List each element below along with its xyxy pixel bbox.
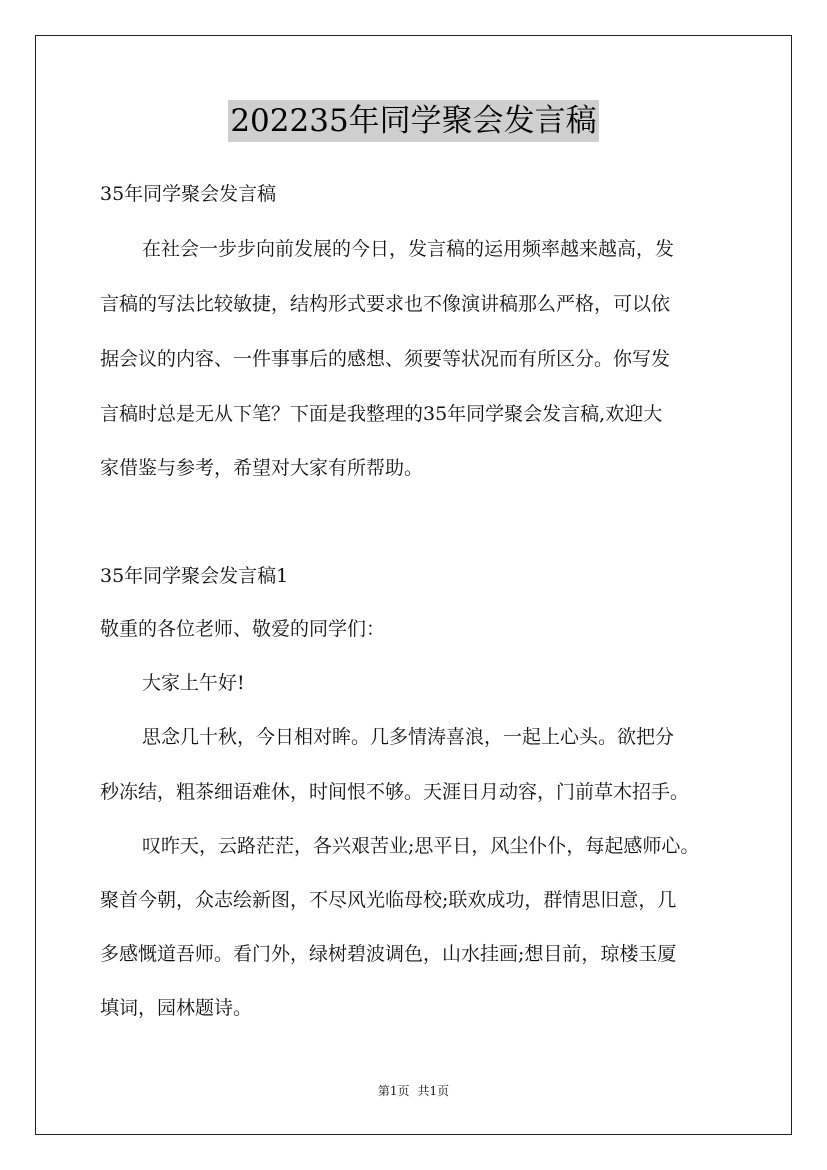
intro-line: 在社会一步步向前发展的今日，发言稿的运用频率越来越高，发 — [142, 238, 675, 260]
body-line: 填词，园林题诗。 — [100, 997, 253, 1019]
page-number: 第1页 — [377, 1084, 410, 1098]
intro-line: 家借鉴与参考，希望对大家有所帮助。 — [100, 457, 424, 479]
intro-line: 言稿的写法比较敏捷，结构形式要求也不像演讲稿那么严格，可以依 — [100, 293, 671, 315]
page-footer — [0, 1083, 827, 1099]
document-title-text: 202235年同学聚会发言稿 — [228, 100, 598, 142]
body-line: 叹昨天，云路茫茫，各兴艰苦业;思平日，风尘仆仆，每起感师心。 — [142, 835, 700, 857]
intro-line: 言稿时总是无从下笔？下面是我整理的35年同学聚会发言稿,欢迎大 — [100, 403, 663, 425]
greeting: 大家上午好! — [142, 672, 245, 694]
body-line: 多感慨道吾师。看门外，绿树碧波调色，山水挂画;想目前，琼楼玉厦 — [100, 943, 677, 965]
section-heading: 35年同学聚会发言稿1 — [100, 565, 289, 587]
intro-line: 据会议的内容、一件事事后的感想、须要等状况而有所区分。你写发 — [100, 348, 671, 370]
body-line: 聚首今朝，众志绘新图，不尽风光临母校;联欢成功，群情思旧意，几 — [100, 889, 677, 911]
document-title — [0, 100, 827, 144]
body-line: 思念几十秋，今日相对眸。几多情涛喜浪，一起上心头。欲把分 — [142, 726, 675, 748]
salutation: 敬重的各位老师、敬爱的同学们： — [100, 618, 386, 640]
document-subtitle: 35年同学聚会发言稿 — [100, 183, 277, 205]
page-total: 共1页 — [417, 1084, 450, 1098]
body-line: 秒冻结，粗茶细语难休，时间恨不够。天涯日月动容，门前草木招手。 — [100, 781, 690, 803]
